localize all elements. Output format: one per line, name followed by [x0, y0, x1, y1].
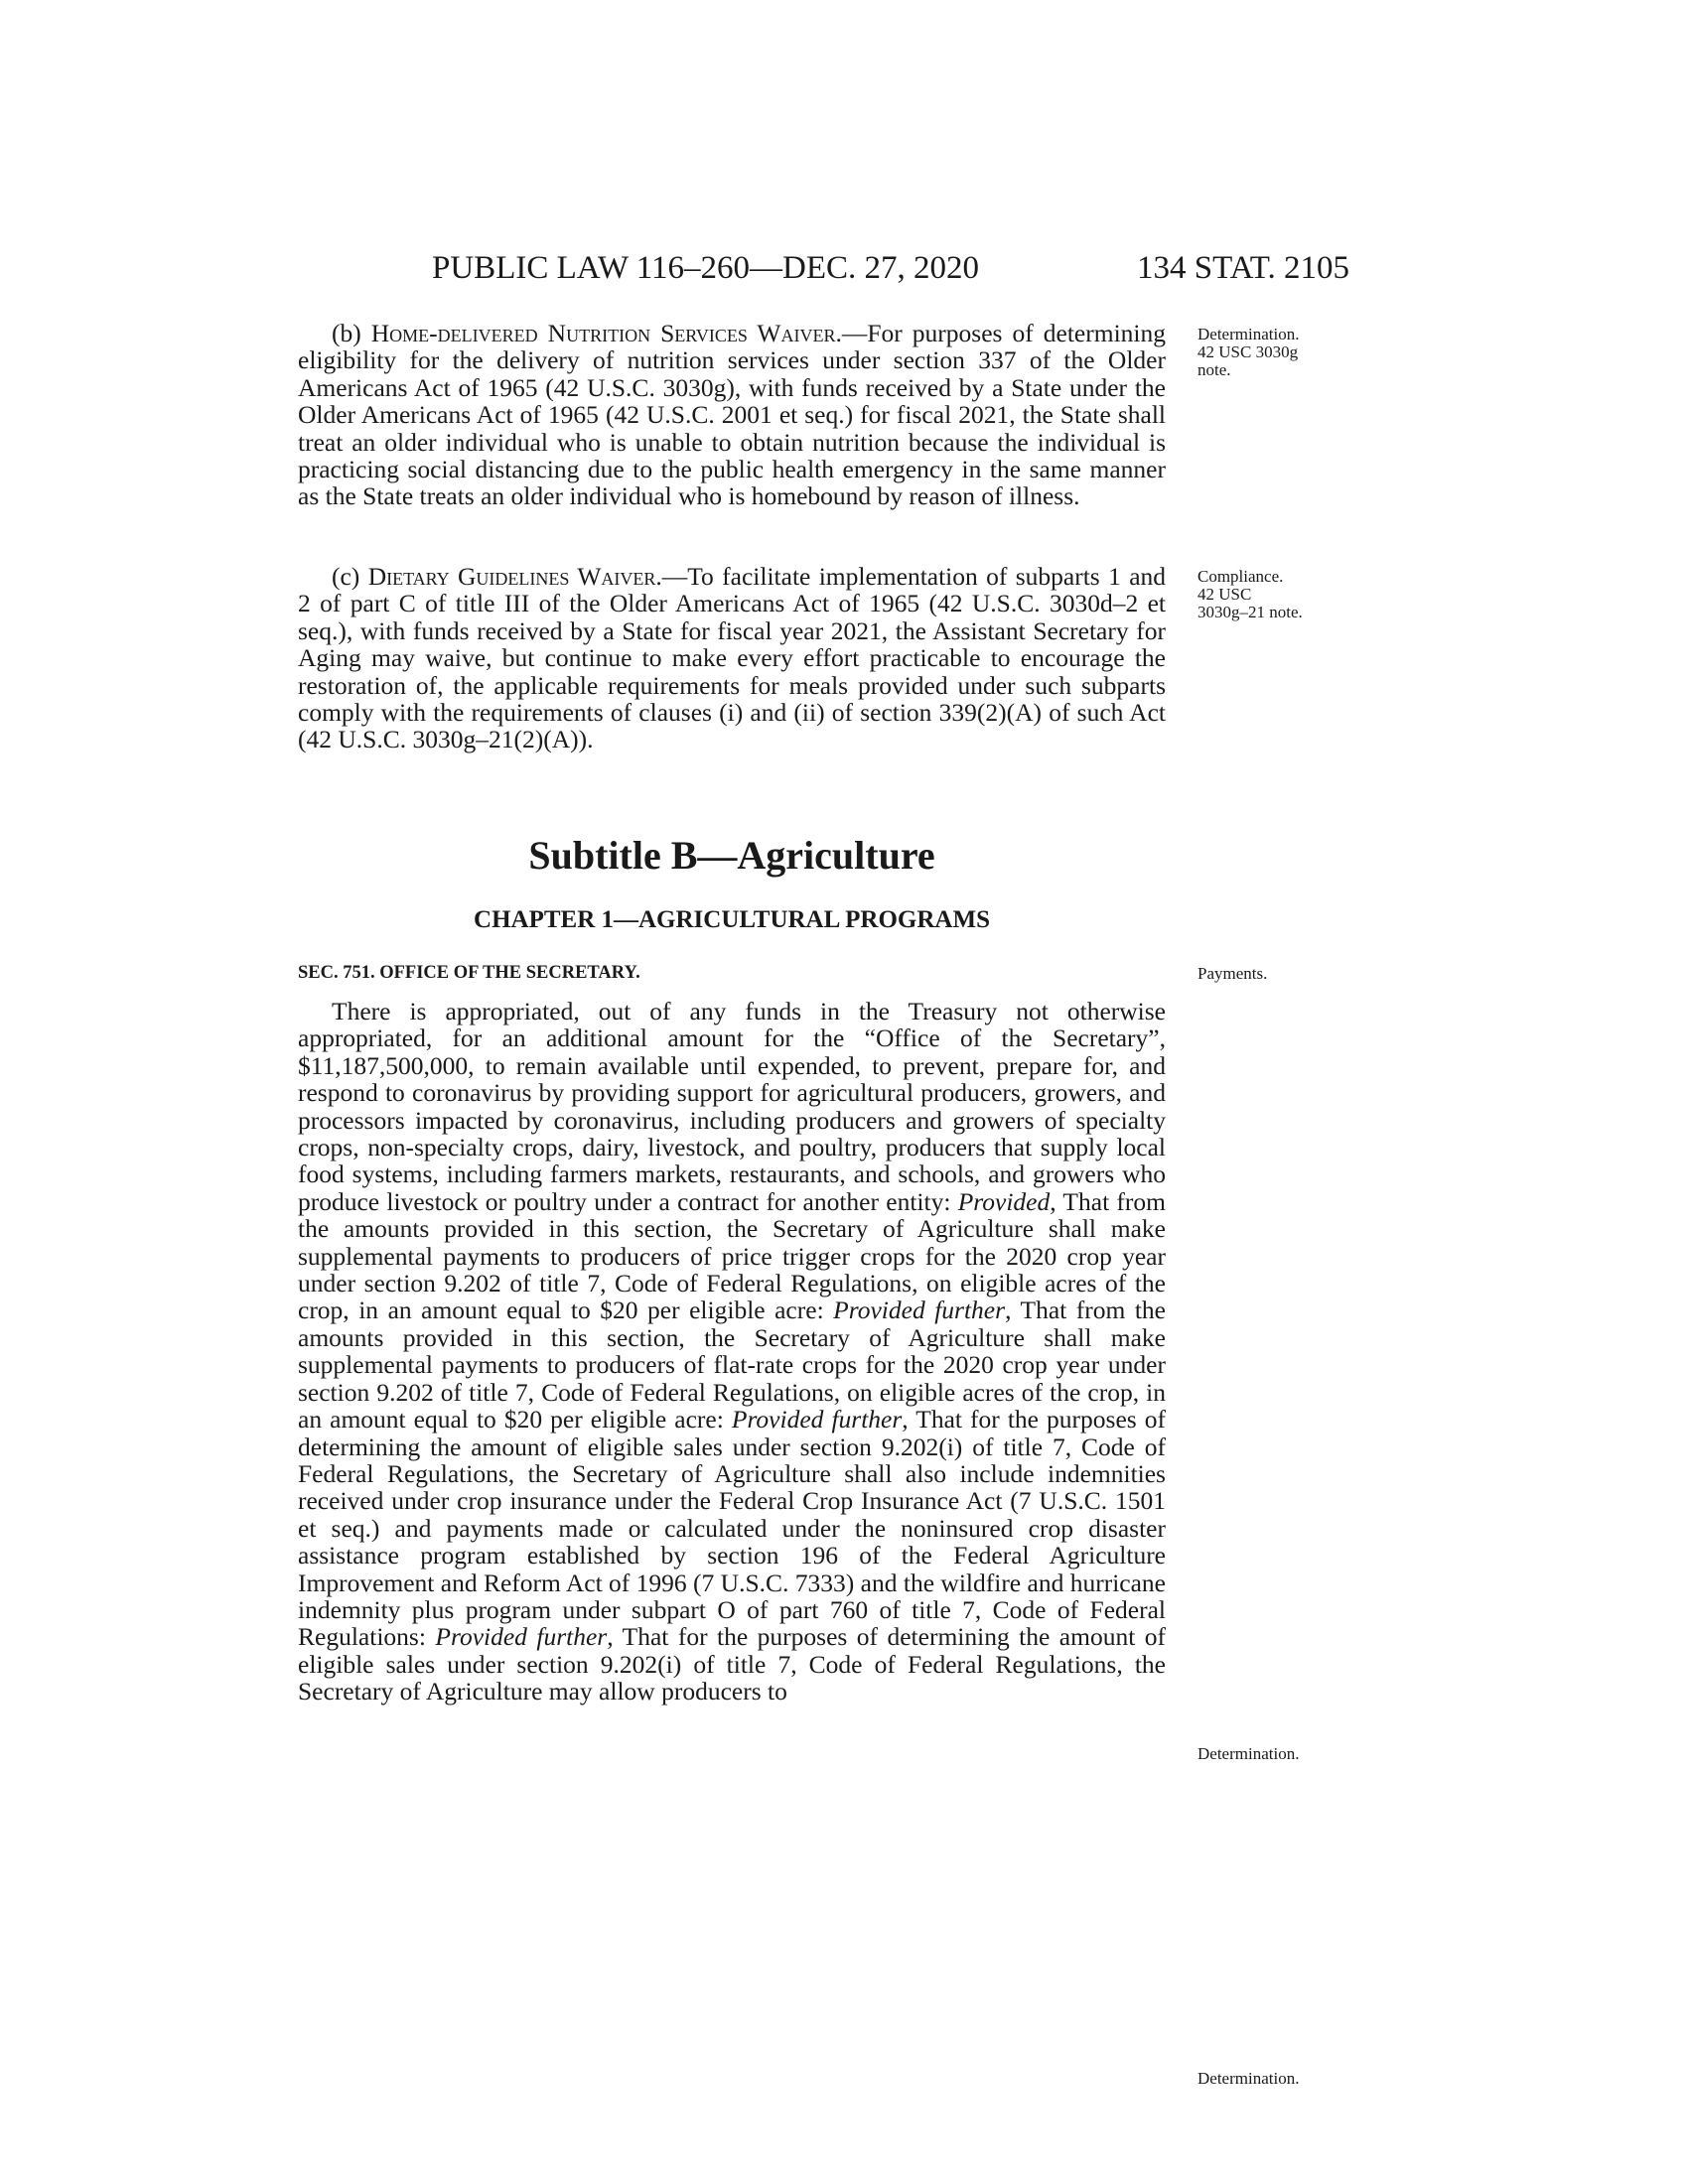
margin-note-determination-3: Determination.: [1197, 2069, 1300, 2088]
body-text: , That for the purposes of determining the amount of eligible sales under section 9.202(i) of title 7, Code of Federal Regulations, the Secretary of Agriculture may allow producers to: [298, 1622, 1167, 1706]
proviso-italic: Provided further: [435, 1622, 608, 1652]
subtitle-heading: Subtitle B—Agriculture: [528, 833, 935, 878]
body-text: , That from the amounts provided in this section, the Secretary of Agriculture shall make supplemental payments to producers of price trigger crops for the 2020 crop year under section 9.202 of title 7, Code of Federal Regulations, on eligible acres of the crop, in an amount equal to $20 per eligible acre:: [298, 1186, 1166, 1325]
paragraph-label: (c): [332, 562, 360, 591]
section-heading: SEC. 751. OFFICE OF THE SECRETARY.: [298, 963, 640, 983]
section-751-body: [298, 998, 1166, 1706]
body-text: There is appropriated, out of any funds in the Treasury not otherwise appropriated, for an additional amount for the “Office of the Secretary”, $11,187,500,000, to remain available until expended, to prevent, prepare for, and respond to coronavirus by providing support for agricultural producers, growers, and processors impacted by coronavirus, including producers and growers of specialty crops, non-specialty crops, dairy, livestock, and poultry, producers that supply local food systems, including farmers markets, restaurants, and schools, and growers who produce livestock or poultry under a contract for another entity:: [298, 997, 1166, 1216]
paragraph-label: (b): [332, 319, 361, 347]
margin-note-payments: Payments.: [1197, 964, 1268, 983]
proviso-italic: Provided further: [833, 1296, 1006, 1325]
proviso-italic: Provided further: [731, 1405, 903, 1434]
margin-note-determination-1: Determination. 42 USC 3030g note.: [1197, 325, 1300, 379]
paragraph-b: [298, 320, 1166, 510]
paragraph-heading: Dietary Guidelines Waiver: [367, 562, 656, 591]
body-text: , That from the amounts provided in this section, the Secretary of Agriculture shall make supplemental payments to producers of flat-rate crops for the 2020 crop year under section 9.202 of title 7, Code of Federal Regulations, on eligible acres of the crop, in an amount equal to $20 per eligible acre:: [298, 1296, 1166, 1434]
margin-note-compliance: Compliance. 42 USC 3030g–21 note.: [1197, 567, 1303, 621]
margin-note-determination-2: Determination.: [1197, 1744, 1300, 1763]
body-text: , That for the purposes of determining the amount of eligible sales under section 9.202(i) of title 7, Code of Federal Regulations, the Secretary of Agriculture shall also include indemnities received under crop insurance under the Federal Crop Insurance Act (7 U.S.C. 1501 et seq.) and payments made or calculated under the noninsured crop disaster assistance program established by section 196 of the Federal Agriculture Improvement and Reform Act of 1996 (7 U.S.C. 7333) and the wildfire and hurricane indemnity plus program under subpart O of part 760 of title 7, Code of Federal Regulations:: [298, 1405, 1166, 1652]
paragraph-c: [298, 563, 1166, 753]
running-header-left: PUBLIC LAW 116–260—DEC. 27, 2020: [432, 250, 980, 286]
chapter-heading: CHAPTER 1—AGRICULTURAL PROGRAMS: [474, 906, 990, 933]
page-number: 134 STAT. 2105: [1137, 250, 1350, 286]
proviso-italic: Provided: [957, 1186, 1051, 1216]
paragraph-text: .—To facilitate implementation of subparts 1 and 2 of part C of title III of the Older Americans Act of 1965 (42 U.S.C. 3030d–2 et seq.), with funds received by a State for fiscal year 2021, the Assistant Secretary for Aging may waive, but continue to make every effort practicable to encourage the restoration of, the applicable requirements for meals provided under such subparts comply with the requirements of clauses (i) and (ii) of section 339(2)(A) of such Act (42 U.S.C. 3030g–21(2)(A)).: [298, 562, 1167, 754]
paragraph-heading: Home-delivered Nutrition Services Waiver: [370, 319, 836, 347]
paragraph-text: .—For purposes of determining eligibility for the delivery of nutrition services under section 337 of the Older Americans Act of 1965 (42 U.S.C. 3030g), with funds received by a State under the Older Americans Act of 1965 (42 U.S.C. 2001 et seq.) for fiscal 2021, the State shall treat an older individual who is unable to obtain nutrition because the individual is practicing social distancing due to the public health emergency in the same manner as the State treats an older individual who is homebound by reason of illness.: [298, 319, 1166, 511]
